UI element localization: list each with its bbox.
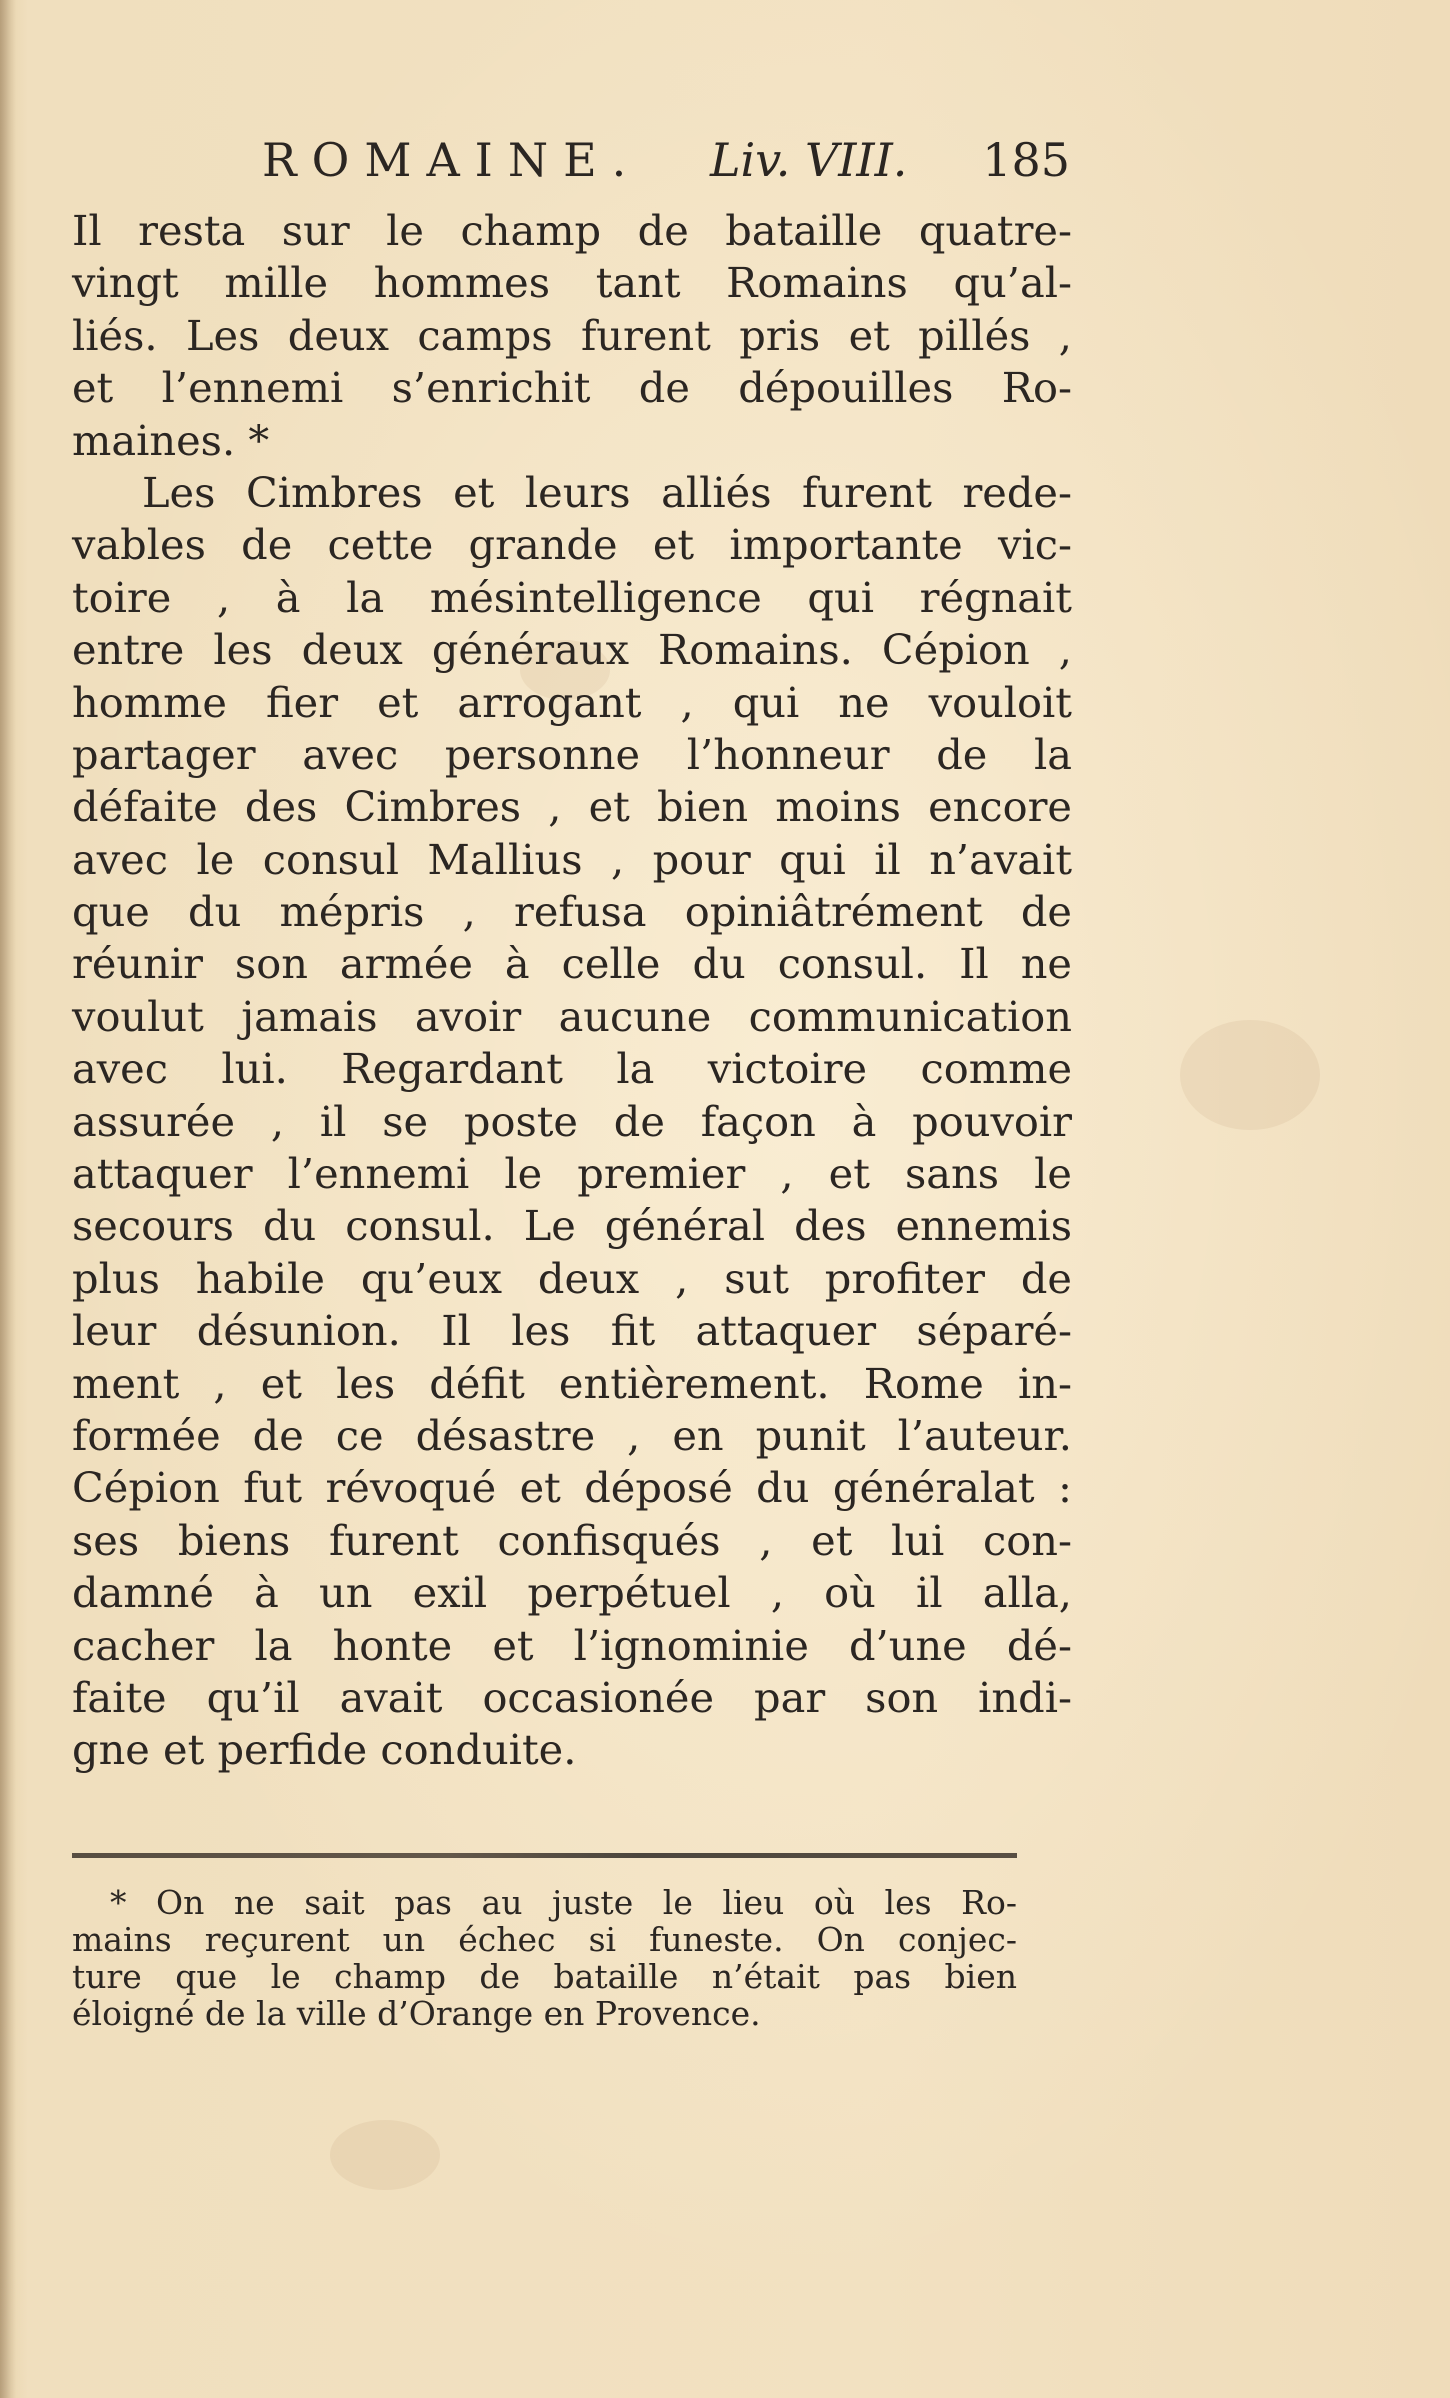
text-line: leur désunion. Il les fit attaquer séparé-: [72, 1306, 1072, 1356]
footnote-rule: [72, 1853, 1017, 1858]
text-line: voulut jamais avoir aucune communication: [72, 991, 1072, 1041]
page-header: [262, 132, 1070, 188]
footnote-line: ture que le champ de bataille n’était pas bien: [72, 1957, 1017, 1996]
footnote-line: * On ne sait pas au juste le lieu où les Ro-: [110, 1883, 1017, 1922]
running-head: ROMAINE.: [262, 133, 642, 187]
paper-stain: [330, 2120, 440, 2190]
text-line: Cépion fut révoqué et déposé du généralat :: [72, 1463, 1072, 1513]
text-line: formée de ce désastre , en punit l’auteur.: [72, 1410, 1072, 1460]
text-line: damné à un exil perpétuel , où il alla,: [72, 1568, 1072, 1618]
footnote: [72, 1884, 1017, 2032]
text-line: et l’ennemi s’enrichit de dépouilles Ro-: [72, 363, 1072, 413]
text-line: vingt mille hommes tant Romains qu’al-: [72, 258, 1072, 308]
text-line: réunir son armée à celle du consul. Il ne: [72, 939, 1072, 989]
text-line: assurée , il se poste de façon à pouvoir: [72, 1096, 1072, 1146]
text-line: liés. Les deux camps furent pris et pillés ,: [72, 310, 1072, 360]
footnote-line: éloigné de la ville d’Orange en Provence.: [72, 1994, 761, 2033]
text-line: maines. *: [72, 415, 270, 465]
text-line: Il resta sur le champ de bataille quatre-: [72, 206, 1072, 255]
text-line: toire , à la mésintelligence qui régnait: [72, 572, 1072, 622]
text-line: secours du consul. Le général des ennemis: [72, 1201, 1072, 1251]
footnote-line: mains reçurent un échec si funeste. On conjec-: [72, 1920, 1017, 1959]
paper-stain: [1180, 1020, 1320, 1130]
book-reference: Liv. VIII.: [710, 133, 908, 187]
text-line: que du mépris , refusa opiniâtrément de: [72, 887, 1072, 937]
text-line: Les Cimbres et leurs alliés furent rede-: [142, 467, 1072, 517]
text-line: homme fier et arrogant , qui ne vouloit: [72, 677, 1072, 727]
text-line: faite qu’il avait occasionée par son indi-: [72, 1672, 1072, 1722]
page-number: 185: [982, 133, 1070, 187]
text-line: avec lui. Regardant la victoire comme: [72, 1044, 1072, 1094]
text-line: entre les deux généraux Romains. Cépion ,: [72, 625, 1072, 675]
text-line: ment , et les défit entièrement. Rome in-: [72, 1358, 1072, 1408]
text-line: défaite des Cimbres , et bien moins encore: [72, 782, 1072, 832]
text-line: avec le consul Mallius , pour qui il n’avait: [72, 834, 1072, 884]
text-line: gne et perfide conduite.: [72, 1725, 577, 1775]
text-line: attaquer l’ennemi le premier , et sans le: [72, 1149, 1072, 1199]
text-line: vables de cette grande et importante vic-: [72, 520, 1072, 570]
spine-shadow: [0, 0, 16, 2398]
text-line: cacher la honte et l’ignominie d’une dé-: [72, 1620, 1072, 1670]
text-line: plus habile qu’eux deux , sut profiter de: [72, 1253, 1072, 1303]
body-text: [72, 205, 1072, 1777]
text-line: ses biens furent confisqués , et lui con-: [72, 1515, 1072, 1565]
text-line: partager avec personne l’honneur de la: [72, 729, 1072, 779]
